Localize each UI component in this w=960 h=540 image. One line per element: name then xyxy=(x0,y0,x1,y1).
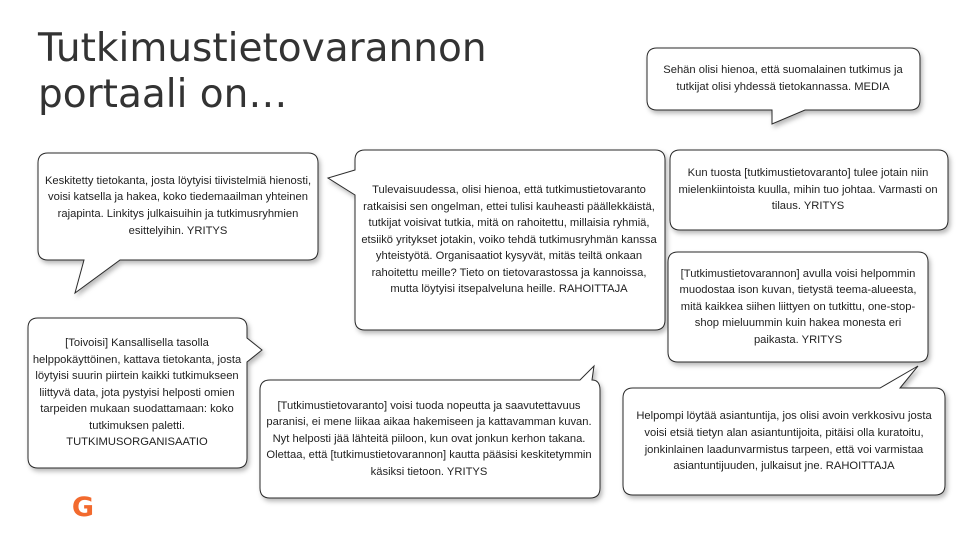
quote-tutkimusorganisaatio: [Toivoisi] Kansallisella tasolla helppokäyttöinen, kattava tietokanta, josta löytyisi suurin piirtein kaikki tutkimukseen liittyvä data, jota pystyisi helposti omien tarpeiden mukaan suodattamaan: koko tutkimuksen paletti. TUTKIMUSORGANISAATIO xyxy=(32,336,242,449)
quote-media: Sehän olisi hienoa, että suomalainen tutkimus ja tutkijat olisi yhdessä tietokannassa. MEDIA xyxy=(663,64,903,93)
title-line-2: portaali on… xyxy=(38,72,288,117)
quote-rahoittaja-tulevaisuudessa: Tulevaisuudessa, olisi hienoa, että tutkimustietovaranto ratkaisisi sen ongelman, ettei tulisi kauheasti päällekkäistä, tutkijat voisivat tutkia, mitä on rahoitettu, millaisia ryhmiä, etsiikö yritykset jotakin, voiko tehdä tutkimusryhmän kanssa yhteistyötä. Organisaatiot kysyvät, mitäs teiltä onkaan rahoitettu meille? Tieto on tietovarastossa ja kannoissa, mutta löytyisi itsepalveluna heille. RAHOITTAJA xyxy=(361,183,657,296)
brand-logo: G xyxy=(71,492,95,523)
quote-yritys-keskitetty: Keskitetty tietokanta, josta löytyisi tiivistelmiä hienosti, voisi katsella ja hakea, koko tiedemaailman yhteinen rajapinta. Linkitys julkaisuihin ja tutkimusryhmien esittelyihin. YRITYS xyxy=(44,174,312,237)
quote-yritys-nopeutta: [Tutkimustietovaranto] voisi tuoda nopeutta ja saavutettavuus paranisi, ei mene liikaa aikaa hakemiseen ja kattavamman kuvan. Nyt helposti jää lähteitä piiloon, kun ovat jonkun kerhon takana. Olettaa, että [tutkimustietovarannon] kautta pääsisi keskitetymmin käsiksi tietoon. YRITYS xyxy=(266,399,592,478)
quote-rahoittaja-asiantuntija: Helpompi löytää asiantuntija, jos olisi avoin verkkosivu josta voisi etsiä tietyn alan asiantuntijoita, pitäisi olla kuratoitu, jonkinlainen laadunvarmistus tarpeen, että voi varmistaa asiantuntijuuden, julkaisut jne. RAHOITTAJA xyxy=(636,410,932,473)
quote-yritys-mielenkiintoista: Kun tuosta [tutkimustietovaranto] tulee jotain niin mielenkiintoista kuulla, mihin tuo johtaa. Varmasti on tilaus. YRITYS xyxy=(678,167,938,213)
quote-yritys-iso-kuva: [Tutkimustietovarannon] avulla voisi helpommin muodostaa ison kuvan, tietystä teema-alueesta, mitä kaikkea siihen liittyen on tutkittu, one-stop-shop mieluummin kuin hakea monesta eri paikasta. YRITYS xyxy=(679,267,917,346)
title-line-1: Tutkimustietovarannon xyxy=(38,26,487,71)
